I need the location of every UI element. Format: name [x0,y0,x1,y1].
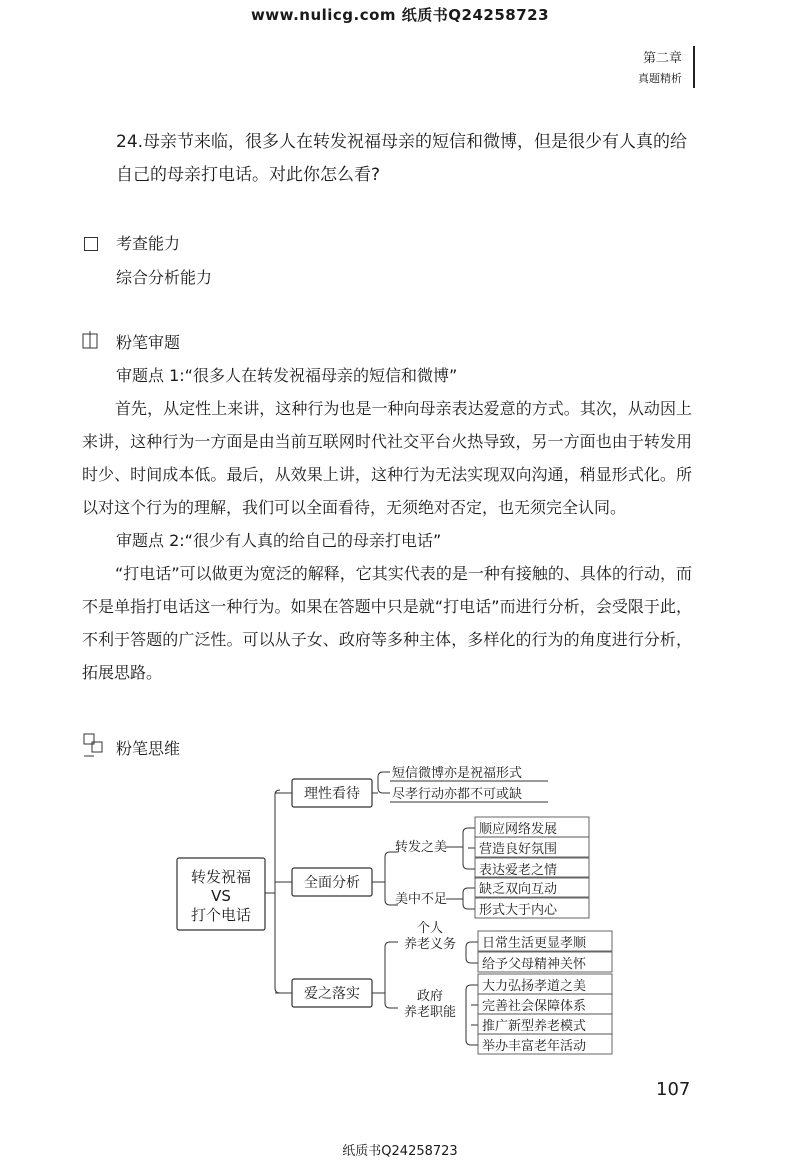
section-label: 真题精析 [638,72,682,85]
group-label: 转发之美 [394,840,448,855]
review-point1-label: 审题点 1:“很多人在转发祝福母亲的短信和微博” [116,366,458,385]
group-label: 政府 [416,989,444,1004]
branch0-bracket [378,772,383,793]
review-point2-body: “打电话”可以做更为宽泛的解释，它其实代表的是一种有接触的、具体的行动，而不是单指打电话这一种行为。如果在答题中只是就“打电话”而进行分析，会受限于此，不利于答题的广泛性。可以从子女、政府等多种主体，多样化的行为的角度进行分析，拓展思路。 [82,564,692,682]
group-bracket [463,888,468,909]
header-divider [693,46,695,88]
watermark-bottom: 纸质书Q24258723 [342,1144,458,1159]
review-point2-text [82,557,692,689]
root-text-1: VS [211,887,231,905]
group-bracket [466,942,471,963]
leaf-text: 推广新型养老模式 [482,1019,587,1034]
ability-section-icon [84,237,98,251]
leaf-text: 顺应网络发展 [479,822,558,837]
leaf-text: 缺乏双向互动 [479,882,558,897]
group-label: 养老义务 [403,937,457,952]
group-bracket [463,828,468,869]
branch2-bracket [385,942,390,1008]
chapter-label: 第二章 [642,51,682,66]
branch-label-1: 全面分析 [304,875,360,891]
branch-label-0: 理性看待 [304,786,360,802]
page-number: 107 [656,1079,691,1100]
branch-label-2: 爱之落实 [304,986,360,1002]
group-label: 养老职能 [403,1005,457,1020]
leaf-text: 形式大于内心 [479,903,558,918]
leaf-text: 短信微博亦是祝福形式 [392,766,523,781]
thinking-title: 粉笔思维 [116,739,181,758]
group-label: 个人 [416,921,444,936]
leaf-text: 完善社会保障体系 [482,999,587,1014]
review-section-icon [82,330,104,350]
leaf-text: 营造良好氛围 [479,842,558,857]
root-text-0: 转发祝福 [190,868,252,886]
leaf-text: 大力弘扬孝道之美 [482,979,587,994]
review-title: 粉笔审题 [116,333,181,352]
leaf-text: 表达爱老之情 [479,863,558,878]
group-bracket [466,985,471,1045]
ability-title: 考查能力 [116,234,181,253]
branch1-bracket [385,852,390,905]
root-text-2: 打个电话 [190,906,252,924]
root-bracket [275,790,280,993]
leaf-text: 日常生活更显孝顺 [482,936,587,951]
review-point2-label: 审题点 2:“很少有人真的给自己的母亲打电话” [116,531,442,550]
leaf-text: 尽孝行动亦都不可或缺 [392,787,523,802]
leaf-text: 举办丰富老年活动 [482,1039,587,1054]
leaf-text: 给予父母精神关怀 [482,957,587,972]
watermark-top: www.nulicg.com 纸质书Q24258723 [250,6,550,24]
review-point1-text [82,392,692,524]
mind-map [0,750,800,1060]
ability-text: 综合分析能力 [116,268,213,287]
review-point1-body: 首先，从定性上来讲，这种行为也是一种向母亲表达爱意的方式。其次，从动因上来讲，这种行为一方面是由当前互联网时代社交平台火热导致，另一方面也由于转发用时少、时间成本低。最后，从效果上讲，这种行为无法实现双向沟通，稍显形式化。所以对这个行为的理解，我们可以全面看待，无须绝对否定，也无须完全认同。 [82,399,692,517]
group-label: 美中不足 [394,892,448,907]
question-text: 24.母亲节来临，很多人在转发祝福母亲的短信和微博，但是很少有人真的给自己的母亲打电话。对此你怎么看? [116,132,688,185]
